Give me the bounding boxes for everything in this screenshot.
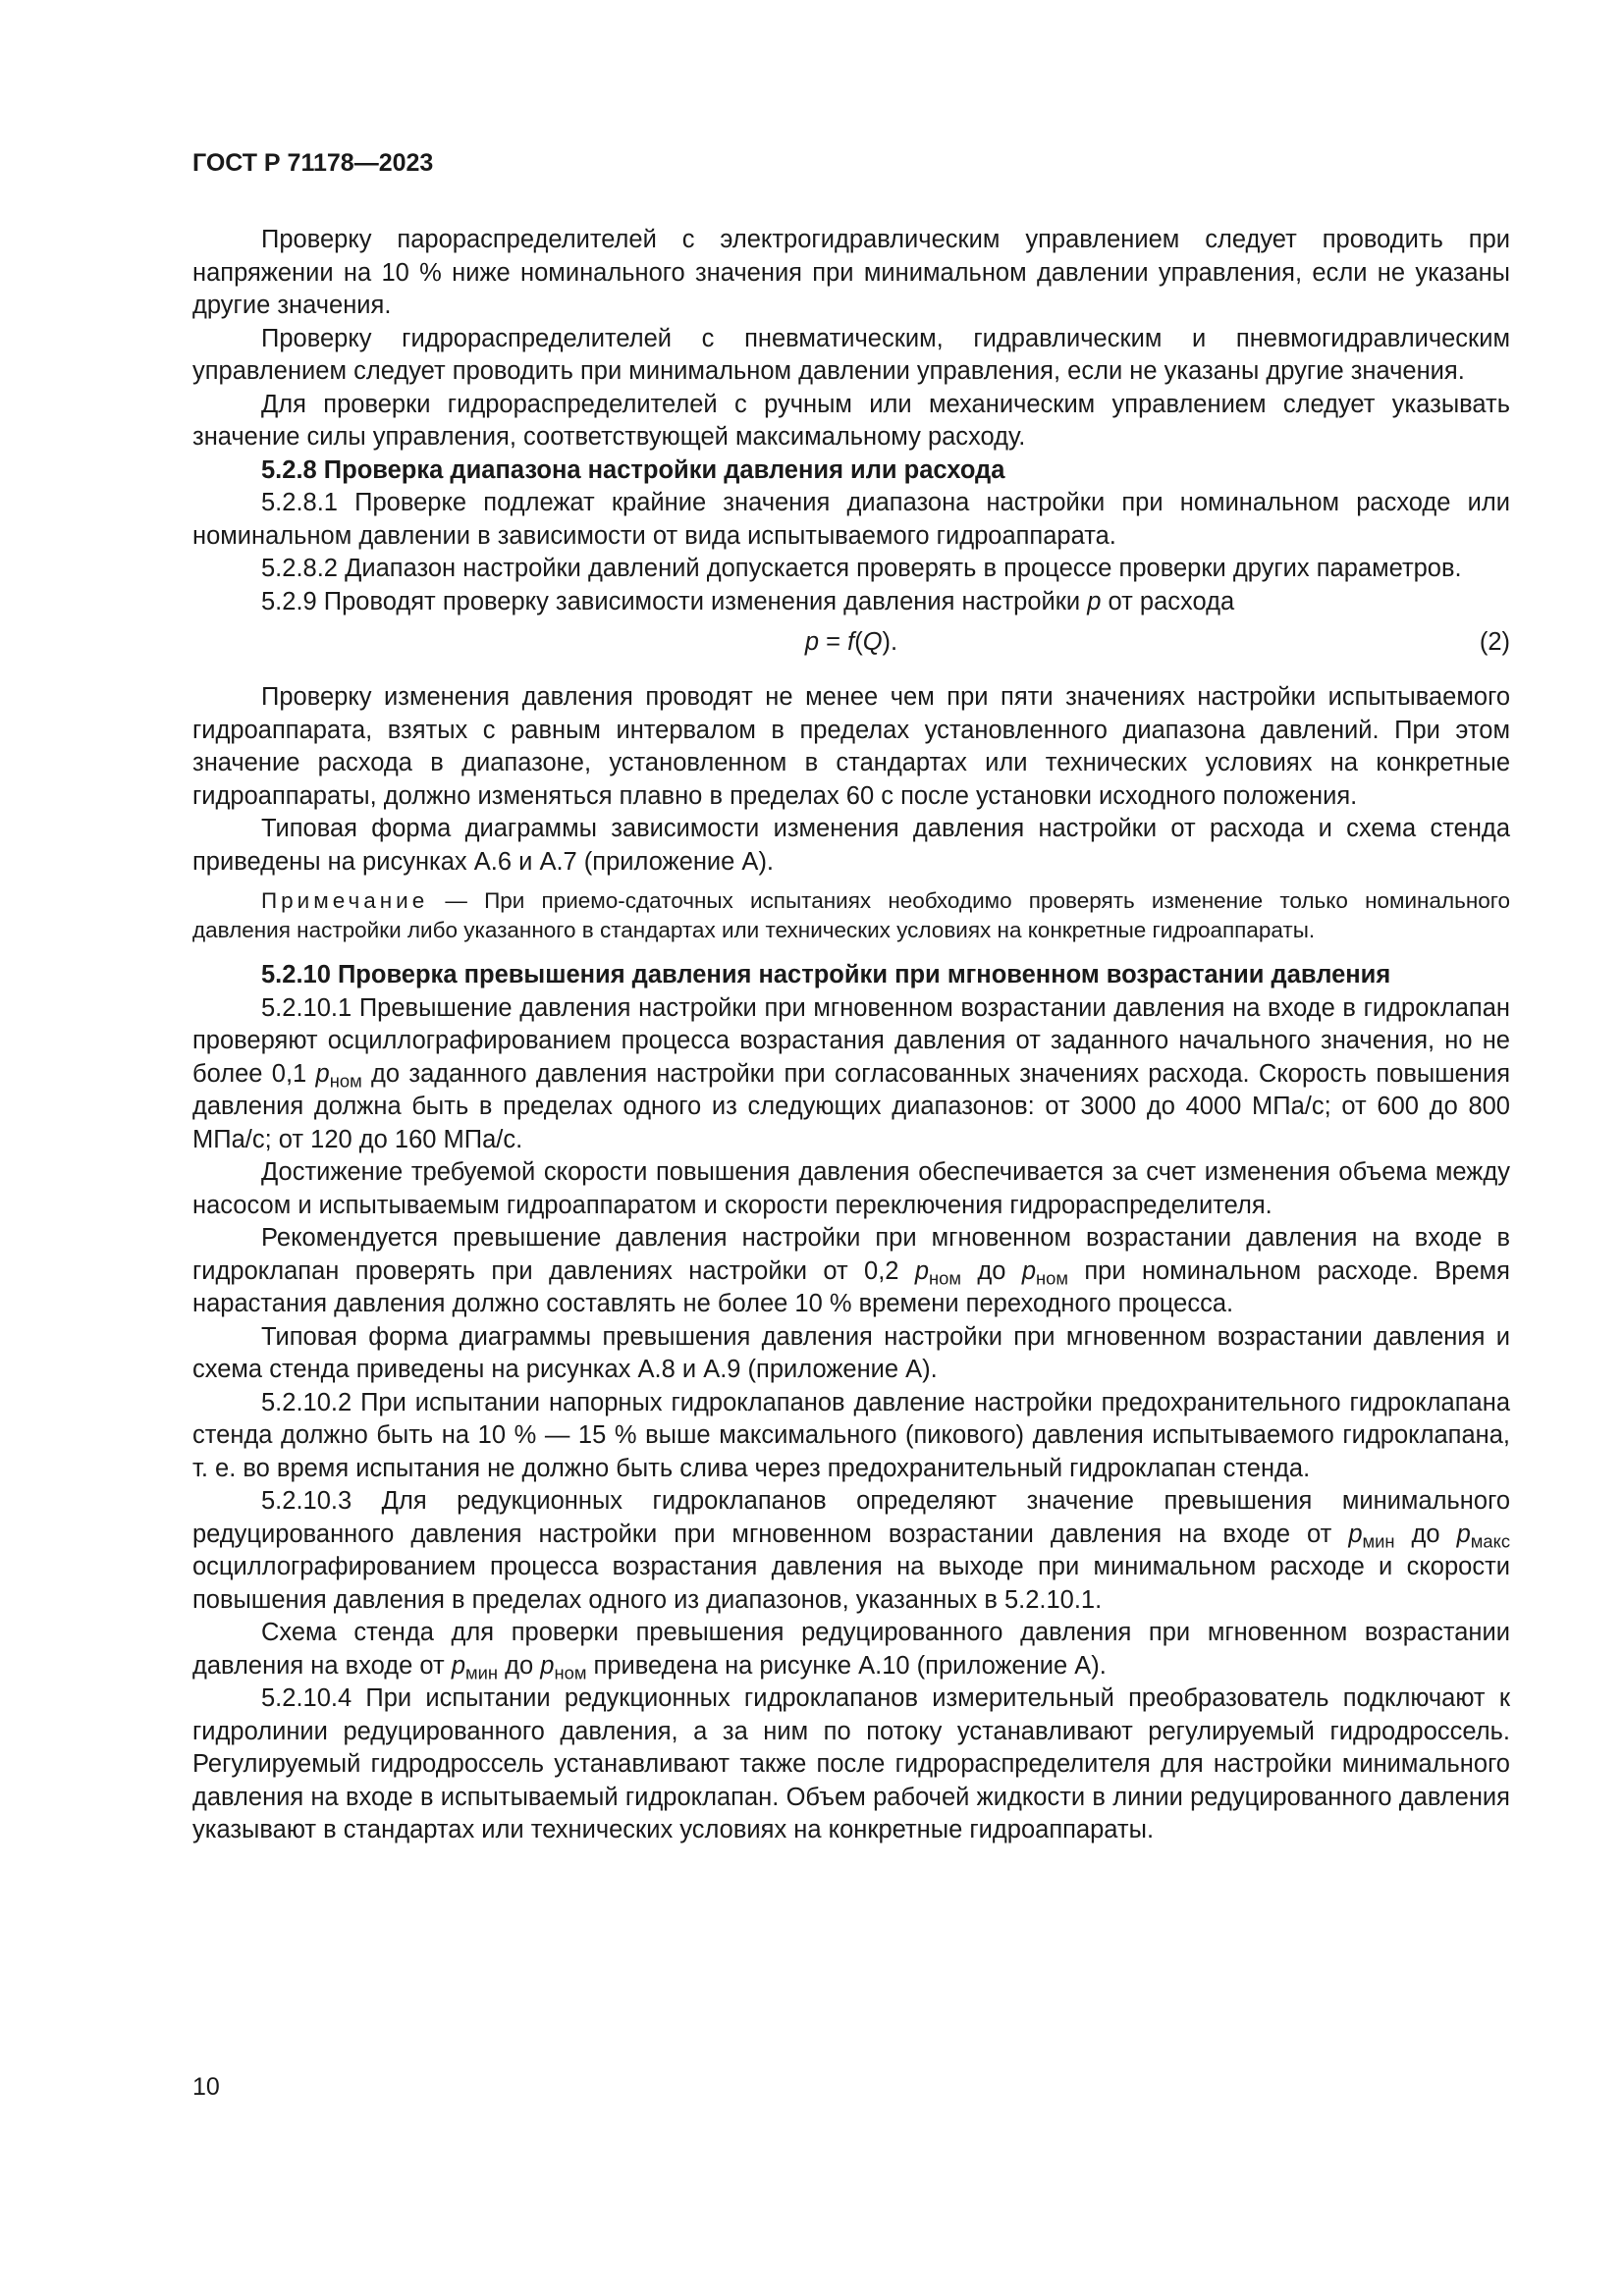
note <box>192 886 1510 945</box>
paragraph-typical-diagram-overshoot: Типовая форма диаграммы превышения давления настройки при мгновенном возрастании давления и схема стенда приведены на рисунках А.8 и А.9 (приложение А). <box>192 1322 1510 1383</box>
note-label: Примечание <box>261 888 429 913</box>
formula-2 <box>192 626 1510 660</box>
note-text: — При приемо-сдаточных испытаниях необходимо проверять изменение только номинального давления настройки либо указанного в стандартах или технических условиях на конкретные гидроаппараты. <box>192 888 1510 942</box>
paragraph-5-2-10-3: 5.2.10.3 Для редукционных гидроклапанов определяют значение превышения минимального редуцированного давления настройки при мгновенном возрастании давления на входе от $p_{мин}$ до $p_{макс}$ осциллографированием процесса возрастания давления на выходе при минимальном расходе и скорости повышения давления в пределах одного из диапазонов, указанных в 5.2.10.1. <box>192 1487 1511 1614</box>
paragraph-typical-diagram: Типовая форма диаграммы зависимости изменения давления настройки от расхода и схема стенда приведены на рисунках А.6 и А.7 (приложение А). <box>192 815 1510 876</box>
paragraph-5-2-8-1: 5.2.8.1 Проверке подлежат крайние значения диапазона настройки при номинальном расходе или номинальном давлении в зависимости от вида испытываемого гидроаппарата. <box>192 489 1510 550</box>
paragraph-electrohydraulic: Проверку парораспределителей с электрогидравлическим управлением следует проводить при напряжении на 10 % ниже номинального значения при минимальном давлении управления, если не указаны другие значения. <box>192 226 1510 319</box>
paragraph-5-2-9: 5.2.9 Проводят проверку зависимости изменения давления настройки p от расхода <box>261 587 1235 615</box>
page-number: 10 <box>192 2073 220 2101</box>
paragraph-speed-achievement: Достижение требуемой скорости повышения давления обеспечивается за счет изменения объема между насосом и испытываемым гидроаппаратом и скорости переключения гидрораспределителя. <box>192 1158 1510 1219</box>
section-heading-5-2-8: 5.2.8 Проверка диапазона настройки давления или расхода <box>261 455 1005 484</box>
formula-expression: p = f(Q). <box>804 628 898 656</box>
paragraph-manual: Для проверки гидрораспределителей с ручным или механическим управлением следует указывать значение силы управления, соответствующей максимальному расходу. <box>192 390 1510 451</box>
paragraph-5-2-10-2: 5.2.10.2 При испытании напорных гидроклапанов давление настройки предохранительного гидроклапана стенда должно быть на 10 % — 15 % выше максимального (пикового) давления испытываемого гидроклапана, т. е. во время испытания не должно быть слива через предохранительный гидроклапан стенда. <box>192 1388 1510 1482</box>
section-heading-5-2-10: 5.2.10 Проверка превышения давления настройки при мгновенном возрастании давления <box>261 961 1391 988</box>
paragraph-pneumatic: Проверку гидрораспределителей с пневматическим, гидравлическим и пневмогидравлическим управлением следует проводить при минимальном давлении управления, если не указаны другие значения. <box>192 324 1510 385</box>
paragraph-pressure-check: Проверку изменения давления проводят не менее чем при пяти значениях настройки испытываемого гидроаппарата, взятых с равным интервалом в пределах установленного диапазона давлений. При этом значение расхода в диапазоне, установленном в стандартах или технических условиях на конкретные гидроаппараты, должно изменяться плавно в пределах 60 с после установки исходного положения. <box>192 683 1510 810</box>
formula-number: (2) <box>1479 628 1510 656</box>
paragraph-5-2-8-2: 5.2.8.2 Диапазон настройки давлений допускается проверять в процессе проверки других параметров. <box>261 555 1462 582</box>
variable-p: p <box>1087 587 1102 615</box>
document-header: ГОСТ Р 71178—2023 <box>192 149 434 177</box>
paragraph-stand-scheme: Схема стенда для проверки превышения редуцированного давления при мгновенном возрастании давления на входе от $p_{мин}$ до $p_{ном}$ приведена на рисунке А.10 (приложение А). <box>192 1619 1510 1682</box>
paragraph-5-2-10-4: 5.2.10.4 При испытании редукционных гидроклапанов измерительный преобразователь подключают к гидролинии редуцированного давления, а за ним по потоку устанавливают регулируемый гидродроссель. Регулируемый гидродроссель устанавливают также после гидрораспределителя для настройки минимального давления на входе в испытываемый гидроклапан. Объем рабочей жидкости в линии редуцированного давления указывают в стандартах или технических условиях на конкретные гидроаппараты. <box>192 1684 1510 1843</box>
paragraph-5-2-10-1: 5.2.10.1 Превышение давления настройки при мгновенном возрастании давления на входе в гидроклапан проверяют осциллографированием процесса возрастания давления от заданного начального значения, но не более 0,1 $p_{ном}$ до заданного давления настройки при согласованных значениях расхода. Скорость повышения давления должна быть в пределах одного из следующих диапазонов: от 3000 до 4000 МПа/с; от 600 до 800 МПа/с; от 120 до 160 МПа/с. <box>192 993 1510 1153</box>
paragraph-recommendation: Рекомендуется превышение давления настройки при мгновенном возрастании давления на входе в гидроклапан проверять при давлениях настройки от 0,2 $p_{ном}$ до $p_{ном}$ при номинальном расходе. Время нарастания давления должно составлять не более 10 % времени переходного процесса. <box>192 1224 1510 1317</box>
page-content <box>192 224 1510 1847</box>
